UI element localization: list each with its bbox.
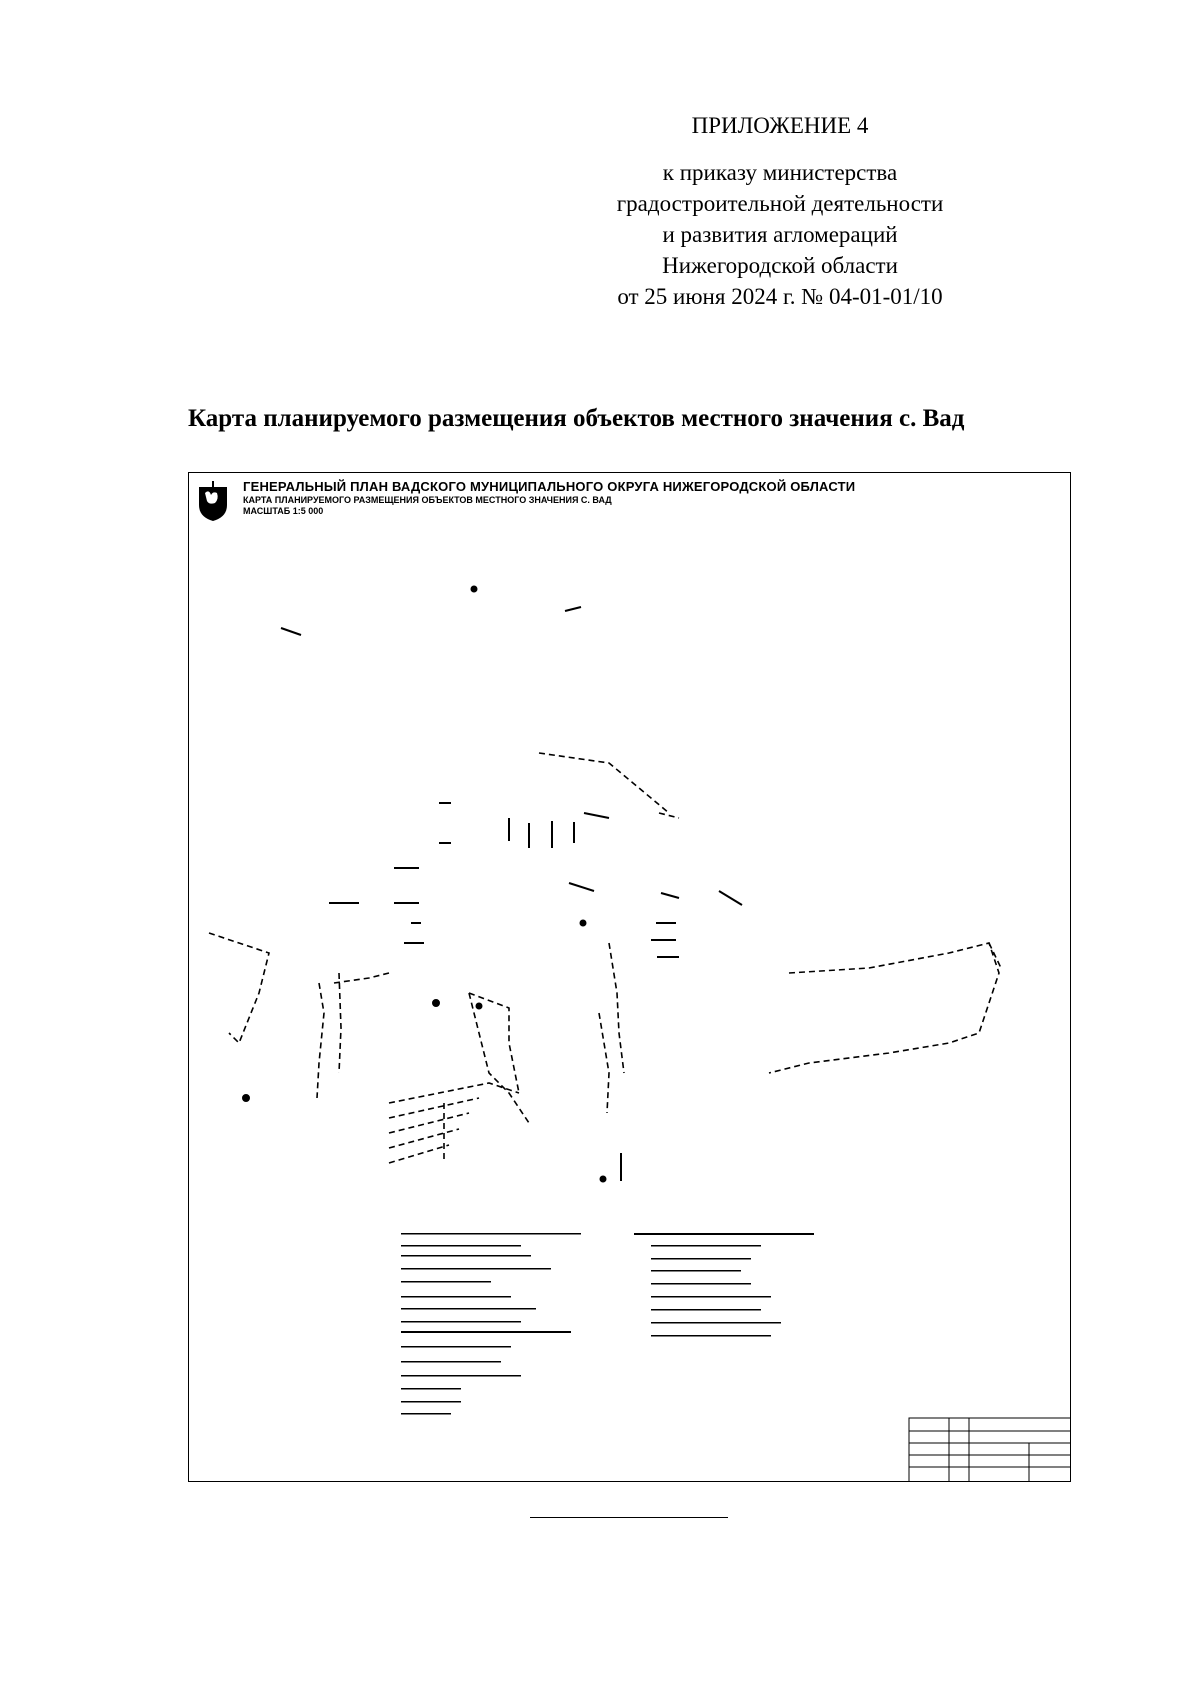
map-line: [661, 893, 679, 898]
appendix-line: градостроительной деятельности: [616, 191, 944, 216]
coat-of-arms-icon: [197, 481, 229, 521]
map-header-title: ГЕНЕРАЛЬНЫЙ ПЛАН ВАДСКОГО МУНИЦИПАЛЬНОГО ОКРУГА НИЖЕГОРОДСКОЙ ОБЛАСТИ: [243, 479, 856, 494]
legend-row: [651, 1335, 771, 1337]
map-frame: [188, 472, 1071, 1482]
map-boundary: [659, 813, 679, 818]
map-boundary: [609, 943, 624, 1073]
legend-row: [401, 1255, 531, 1257]
map-header-subtitle: КАРТА ПЛАНИРУЕМОГО РАЗМЕЩЕНИЯ ОБЪЕКТОВ МЕСТНОГО ЗНАЧЕНИЯ С. ВАД: [243, 495, 612, 505]
map-scale: МАСШТАБ 1:5 000: [243, 506, 324, 516]
map-boundary: [389, 1083, 519, 1103]
appendix-block: [560, 110, 1000, 312]
map-boundary: [389, 1145, 449, 1163]
legend-row: [651, 1283, 751, 1285]
legend-row: [651, 1270, 741, 1272]
appendix-line: от 25 июня 2024 г. № 04-01-01/10: [617, 284, 943, 309]
appendix-heading: ПРИЛОЖЕНИЕ 4: [691, 113, 869, 138]
map-point: [433, 1000, 439, 1006]
legend-row: [401, 1375, 521, 1377]
map-drawing: [189, 473, 1071, 1482]
map-boundary: [334, 973, 389, 983]
map-boundary: [769, 943, 999, 1073]
legend-row: [401, 1388, 461, 1390]
bottom-divider: [530, 1517, 728, 1518]
legend-row: [401, 1245, 521, 1247]
legend-row: [401, 1268, 551, 1270]
legend-row: [401, 1401, 461, 1403]
document-title: Карта планируемого размещения объектов местного значения с. Вад: [188, 405, 965, 432]
legend-row: [401, 1281, 491, 1283]
map-boundary: [539, 753, 669, 813]
legend-row: [401, 1413, 451, 1415]
map-line: [719, 891, 742, 905]
legend-row: [401, 1331, 571, 1333]
map-point: [477, 1004, 482, 1009]
map-boundary: [339, 973, 341, 1073]
map-line: [569, 883, 594, 891]
map-legend: [401, 1233, 814, 1415]
legend-row: [651, 1258, 751, 1260]
map-point: [243, 1095, 249, 1101]
legend-row: [401, 1321, 521, 1323]
appendix-line: Нижегородской области: [662, 253, 898, 278]
legend-row: [401, 1308, 536, 1310]
title-block: [909, 1418, 1071, 1482]
map-line: [584, 813, 609, 818]
map-boundary: [469, 993, 529, 1123]
appendix-line: и развития агломераций: [662, 222, 898, 247]
legend-row: [651, 1245, 761, 1247]
appendix-line: к приказу министерства: [662, 160, 898, 185]
map-line: [281, 628, 301, 635]
map-boundary: [599, 1013, 609, 1113]
legend-row: [651, 1309, 761, 1311]
map-boundary: [209, 933, 269, 1043]
map-point: [581, 921, 586, 926]
map-boundary: [317, 983, 324, 1098]
map-point: [601, 1177, 606, 1182]
legend-row: [651, 1322, 781, 1324]
map-line: [565, 607, 581, 611]
legend-row: [401, 1296, 511, 1298]
legend-row: [401, 1346, 511, 1348]
legend-row: [651, 1296, 771, 1298]
map-boundary: [989, 943, 1001, 968]
title-block-frame: [909, 1418, 1071, 1482]
legend-row: [634, 1233, 814, 1235]
legend-row: [401, 1233, 581, 1235]
map-header: [243, 479, 855, 516]
legend-row: [401, 1361, 501, 1363]
map-point: [472, 587, 477, 592]
